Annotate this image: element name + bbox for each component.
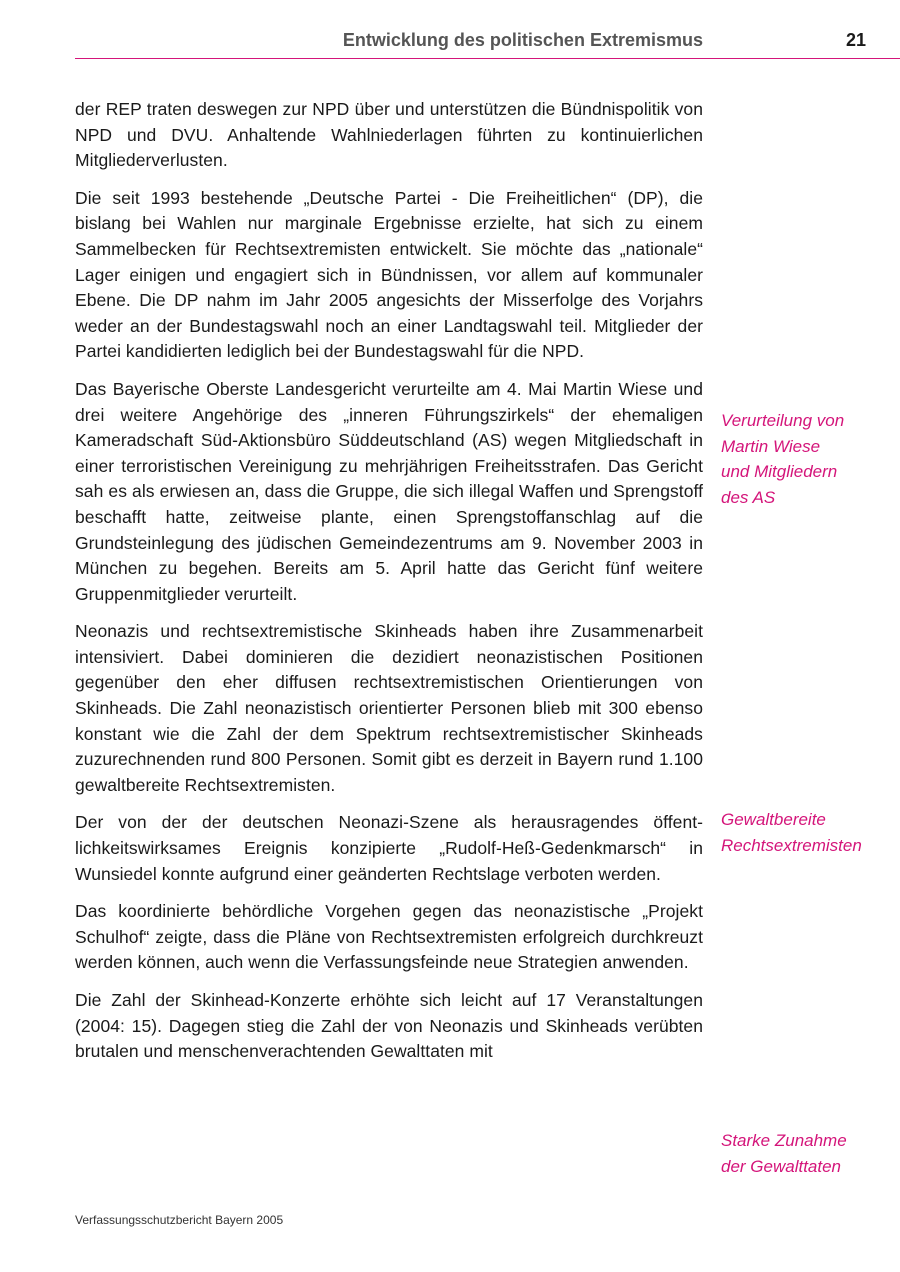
page-footer: Verfassungsschutzbericht Bayern 2005 <box>75 1213 284 1227</box>
margin-note-zunahme <box>721 1128 847 1179</box>
paragraph-1: der REP traten deswegen zur NPD über und unterstützen die Bündnispolitik von NPD und DVU. Anhaltende Wahlniederlagen führten zu kontinuierlichen Mitgliederverlusten. <box>75 99 703 171</box>
margin-note-verurteilung <box>721 408 844 510</box>
margin-note-gewaltbereite <box>721 807 862 858</box>
main-text-column <box>75 97 703 1077</box>
paragraph-3: Das Bayerische Oberste Landesgericht verurteilte am 4. Mai Martin Wiese und drei weitere Angehörige des „inneren Führungszirkels“ der ehemaligen Kameradschaft Süd-Aktionsbüro Süddeutschland (AS) wegen Mitgliedschaft in einer terroristischen Vereinigung zu mehrjährigen Freiheitsstrafen. Das Gericht sah es als erwiesen an, dass die Gruppe, die sich illegal Waffen und Sprengstoff beschafft hatte, zeitweise plante, einen Sprengstoffanschlag auf die Grundsteinlegung des jüdischen Gemeindezentrums am 9. November 2003 in München zu begehen. Bereits am 5. April hatte das Gericht fünf weitere Gruppenmitglieder verurteilt. <box>75 378 703 604</box>
paragraph-7: Die Zahl der Skinhead-Konzerte erhöhte sich leicht auf 17 Veranstaltungen (2004: 15). Dagegen stieg die Zahl der von Neonazis und Skinheads verübten brutalen und menschenverachtenden Gewalttaten mit <box>75 990 703 1062</box>
page-number: 21 <box>845 30 866 50</box>
margin-note-text: Starke Zunahme der Gewalttaten <box>721 1131 847 1176</box>
paragraph-4: Neonazis und rechtsextremistische Skinheads haben ihre Zusammenarbeit intensiviert. Dabei dominieren die dezidiert neonazistischen Positionen gegenüber den eher diffusen rechtsextremistischen Orientierungen von Skinheads. Die Zahl neonazistisch orientierter Personen blieb mit 300 ebenso konstant wie die Zahl der dem Spektrum rechtsextremistischer Skinheads zuzurechnenden rund 800 Personen. Somit gibt es derzeit in Bayern rund 1.100 gewaltbereite Rechtsextremisten. <box>75 621 703 795</box>
running-header <box>75 28 900 59</box>
margin-note-text: Verurteilung von Martin Wiese und Mitgliedern des AS <box>721 411 845 507</box>
margin-note-text: Gewaltbereite Rechtsextremisten <box>721 810 862 855</box>
paragraph-2: Die seit 1993 bestehende „Deutsche Partei - Die Freiheitlichen“ (DP), die bislang bei Wahlen nur marginale Ergebnisse erzielte, hat sich zu einem Sammelbecken für Rechtsextremisten entwickelt. Sie möchte das „nationale“ Lager einigen und engagiert sich in Bündnissen, vor allem auf kommunaler Ebene. Die DP nahm im Jahr 2005 angesichts der Misserfolge des Vorjahrs weder an der Bundestagswahl noch an einer Landtagswahl teil. Mitglieder der Partei kandidierten lediglich bei der Bundestagswahl für die NPD. <box>75 187 703 362</box>
header-title: Entwicklung des politischen Extremismus <box>342 30 703 50</box>
paragraph-5: Der von der der deutschen Neonazi-Szene als herausragendes öffentlichkeitswirksames Ereignis konzipierte „Rudolf-Heß-Gedenkmarsch“ in Wunsiedel konnte aufgrund einer geänderten Rechtslage verboten werden. <box>75 812 703 884</box>
paragraph-6: Das koordinierte behördliche Vorgehen gegen das neonazistische „Projekt Schulhof“ zeigte, dass die Pläne von Rechtsextremisten erfolgreich durchkreuzt werden können, auch wenn die Verfassungsfeinde neue Strategien anwenden. <box>75 901 703 973</box>
